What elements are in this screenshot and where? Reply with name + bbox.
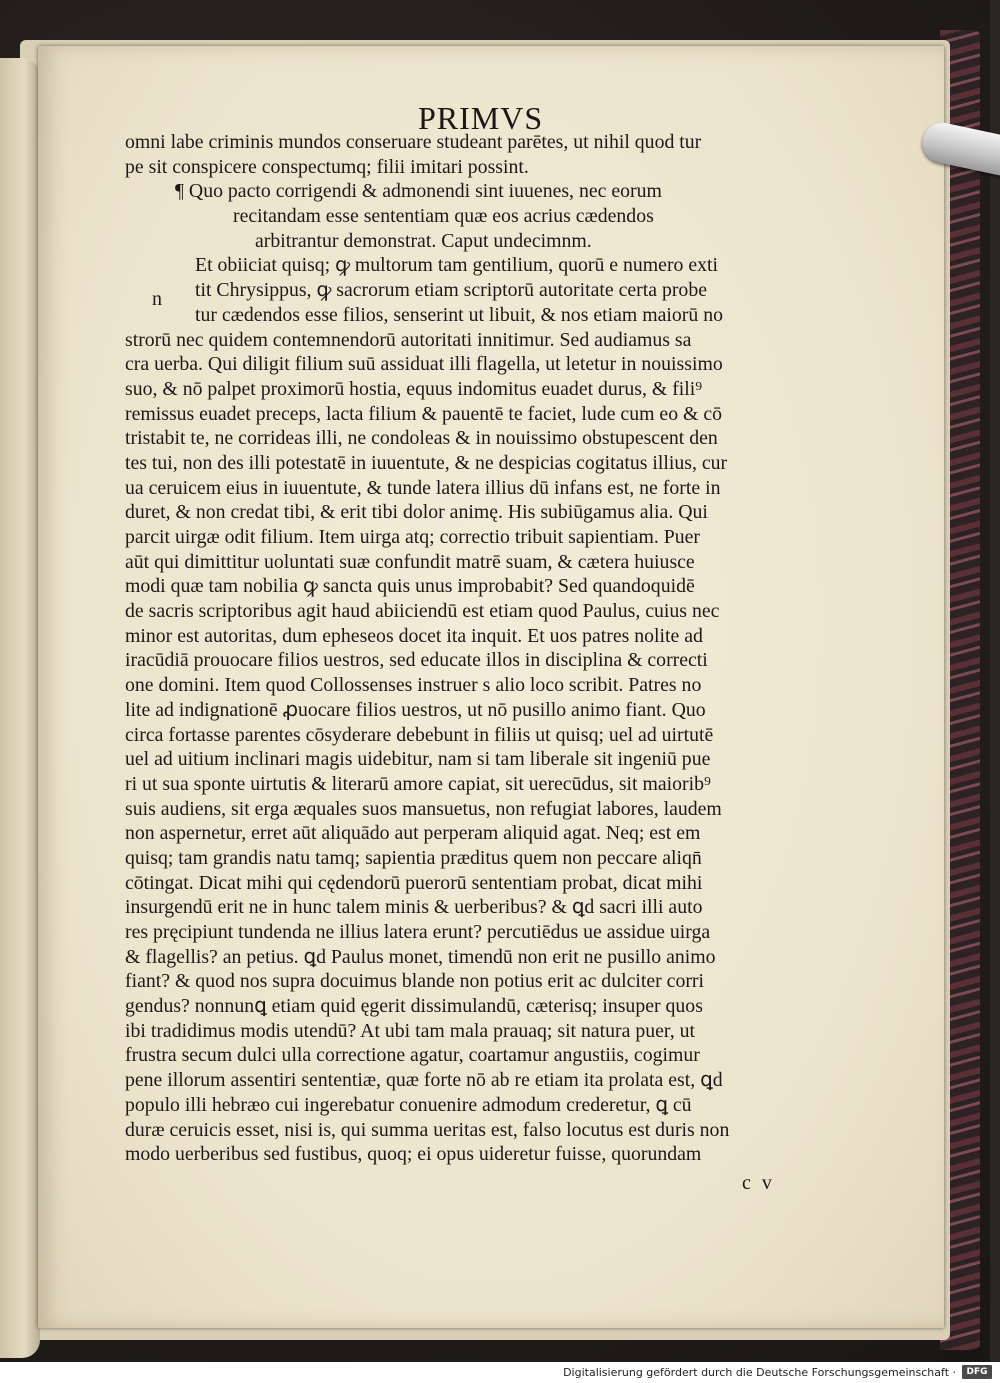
text-line: minor est autoritas, dum epheseos docet ita inquit. Et uos patres nolite ad [125,624,703,647]
text-line: suis audiens, sit erga æquales suos mansuetus, non refugiat labores, laudem [125,797,722,820]
text-line: ibi tradidimus modis utendū? At ubi tam mala prauaq; sit natura puer, ut [125,1019,696,1042]
text-line: circa fortasse parentes cōsyderare debebunt in filiis ut quisq; uel ad uirtutē [125,723,714,746]
text-line: insurgendū erit ne in hunc talem minis & uerberibus? & ꝗd sacri illi auto [125,896,703,919]
text-line: tristabit te, ne corrideas illi, ne condoleas & in nouissimo obstupescent den [125,427,718,450]
text-line: ua ceruicem eius in iuuentute, & tunde latera illius dū infans est, ne forte in [125,476,721,499]
text-line: iracūdiā prouocare filios uestros, sed educate illos in disciplina & correcti [125,649,708,672]
text-line: duræ ceruicis esset, nisi is, qui summa ueritas est, falso locutus est duris non [125,1118,730,1141]
text-line: cōtingat. Dicat mihi qui cędendorū puerorū sententiam probat, dicat mihi [125,871,703,894]
text-line: parcit uirgæ odit filium. Item uirga atq; correctio tribuit sapientiam. Puer [125,526,700,548]
text-line: pene illorum assentiri sententiæ, quæ forte nō ab re etiam ita prolata est, ꝗd [125,1069,723,1092]
text-line: de sacris scriptoribus agit haud abiiciendū est etiam quod Paulus, cuius nec [125,600,720,623]
text-line: quisq; tam grandis natu tamq; sapientia præditus quem non peccare aliqn̄ [125,846,702,869]
text-line: & flagellis? an petius. ꝗd Paulus monet, timendū non erit ne pusillo animo [125,945,716,968]
text-line: duret, & non credat tibi, & erit tibi dolor animę. His subiūgamus alia. Qui [125,501,708,524]
dfg-logo: DFG [962,1365,992,1379]
text-line: tit Chrysippus, ꝙ sacrorum etiam scriptorū autoritate certa probe [195,279,707,302]
chapter-heading-line: ¶ Quo pacto corrigendi & admonendi sint iuuenes, nec eorum [175,180,662,203]
text-line: uel ad uitium inclinari magis uidebitur, nam si tam liberale sit ingeniū pue [125,748,711,771]
chapter-heading-line: recitandam esse sententiam quæ eos acrius cædendos [233,205,654,228]
text-line: suo, & nō palpet proximorū hostia, equus indomitus euadet durus, & fili⁹ [125,377,703,400]
text-line: res pręcipiunt tundenda ne illius latera erunt? percutiēdus ue assidue uirga [125,921,711,943]
text-line: populo illi hebræo cui ingerebatur conuenire admodum crederetur, ꝗ cū [125,1093,692,1116]
text-line: pe sit conspicere conspectumq; filii imitari possint. [125,155,529,178]
text-line: aūt qui dimittitur uoluntati suæ confundit matrē suam, & cætera huiusce [125,550,695,573]
signature-mark: c v [742,1172,775,1194]
text-line: modi quæ tam nobilia ꝙ sancta quis unus improbabit? Sed quandoquidē [125,575,695,598]
text-line: ri ut sua sponte uirtutis & literarū amore capiat, sit uerecūdus, sit maiorib⁹ [125,772,711,795]
margin-note: n [152,288,162,310]
text-line: lite ad indignationē ꝓuocare filios uestros, ut nō pusillo animo fiant. Quo [125,698,706,721]
left-page-edge [0,58,40,1358]
text-line: tes tui, non des illi potestatē in iuuentute, & ne despicias cogitatus illius, cur [125,451,728,474]
text-line: tur cædendos esse filios, senserint ut libuit, & nos etiam maiorū no [195,303,723,326]
chapter-heading-line: arbitrantur demonstrat. Caput undecimnm. [255,229,592,252]
text-line: modo uerberibus sed fustibus, quoq; ei opus uideretur fuisse, quorundam [125,1143,702,1166]
text-line: fiant? & quod nos supra docuimus blande non potius erit ac dulciter corri [125,970,705,993]
text-line: cra uerba. Qui diligit filium suū assiduat illi flagella, ut letetur in nouissimo [125,353,723,376]
text-line: Et obiiciat quisq; ꝙ multorum tam gentilium, quorū e numero exti [195,254,719,277]
text-line: remissus euadet preceps, lacta filium & pauentē te faciet, lude cum eo & cō [125,402,723,425]
running-head: PRIMVS [418,100,544,136]
text-line: omni labe criminis mundos conseruare studeant parētes, ut nihil quod tur [125,131,702,153]
page-text [125,130,837,1167]
text-line: strorū nec quidem contemnendorū autoritati innitimur. Sed audiamus sa [125,328,692,351]
funding-credit: Digitalisierung gefördert durch die Deutsche Forschungsgemeinschaft · [563,1366,956,1379]
text-line: frustra secum dulci ulla correctione agatur, coartamur angustiis, cogimur [125,1044,700,1067]
text-line: one domini. Item quod Collossenses instruer s alio loco scribit. Patres no [125,674,702,697]
text-line: gendus? nonnunꝗ etiam quid ęgerit dissimulandū, cæterisq; insuper quos [125,995,703,1018]
text-line: non aspernetur, erret aūt aliquādo aut perperam aliquid agat. Neq; est em [125,822,701,845]
